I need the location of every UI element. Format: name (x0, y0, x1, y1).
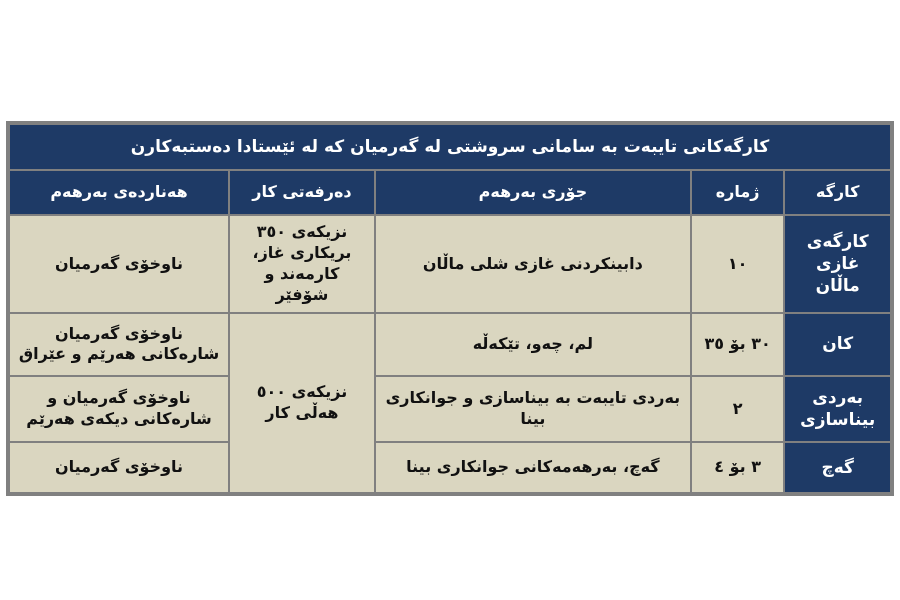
table-row (10, 377, 890, 442)
row-workshop-cell: گەچ (785, 443, 890, 492)
row-number-cell: ١٠ (692, 216, 784, 312)
row-product-cell: گەچ، بەرهەمەکانی جوانکاری بینا (376, 443, 690, 492)
row-export-cell: ناوخۆی گەرمیان و شارەکانی دیکەی هەرێم (10, 377, 228, 442)
header-row (10, 171, 890, 213)
row-number-cell: ٢ (692, 377, 784, 442)
row-number-cell: ٣٠ بۆ ٣٥ (692, 314, 784, 375)
row-export-cell: ناوخۆی گەرمیان (10, 216, 228, 312)
workshops-table (6, 121, 894, 496)
header-workshop: کارگە (785, 171, 890, 213)
row-workshop-cell: بەردی بیناسازی (785, 377, 890, 442)
header-number: ژمارە (692, 171, 784, 213)
row-product-cell: دابینکردنی غازی شلی ماڵان (376, 216, 690, 312)
row-product-cell: بەردی تایبەت بە بیناسازی و جوانکاری بینا (376, 377, 690, 442)
table-title: کارگەکانی تایبەت بە سامانی سروشتی لە گەرمیان کە لە ئێستادا دەستبەکارن (10, 125, 890, 169)
table-row (10, 216, 890, 312)
row-number-cell: ٣ بۆ ٤ (692, 443, 784, 492)
row-workshop-cell: کان (785, 314, 890, 375)
table-grid (8, 123, 892, 494)
row-product-cell: لم، چەو، تێکەڵە (376, 314, 690, 375)
header-export: هەناردەی بەرهەم (10, 171, 228, 213)
title-row (10, 125, 890, 169)
row-export-cell: ناوخۆی گەرمیان شارەکانی هەرێم و عێراق (10, 314, 228, 375)
table-row (10, 314, 890, 375)
shared-jobs-cell: نزیکەی ٥٠٠ هەڵی کار (230, 314, 374, 492)
row-export-cell: ناوخۆی گەرمیان (10, 443, 228, 492)
header-product-type: جۆری بەرهەم (376, 171, 690, 213)
row-workshop-cell: کارگەی غازی ماڵان (785, 216, 890, 312)
row-jobs-cell: نزیکەی ٣٥٠ بریکاری غاز، کارمەند و شۆفێر (230, 216, 374, 312)
header-jobs: دەرفەتی کار (230, 171, 374, 213)
table-row (10, 443, 890, 492)
